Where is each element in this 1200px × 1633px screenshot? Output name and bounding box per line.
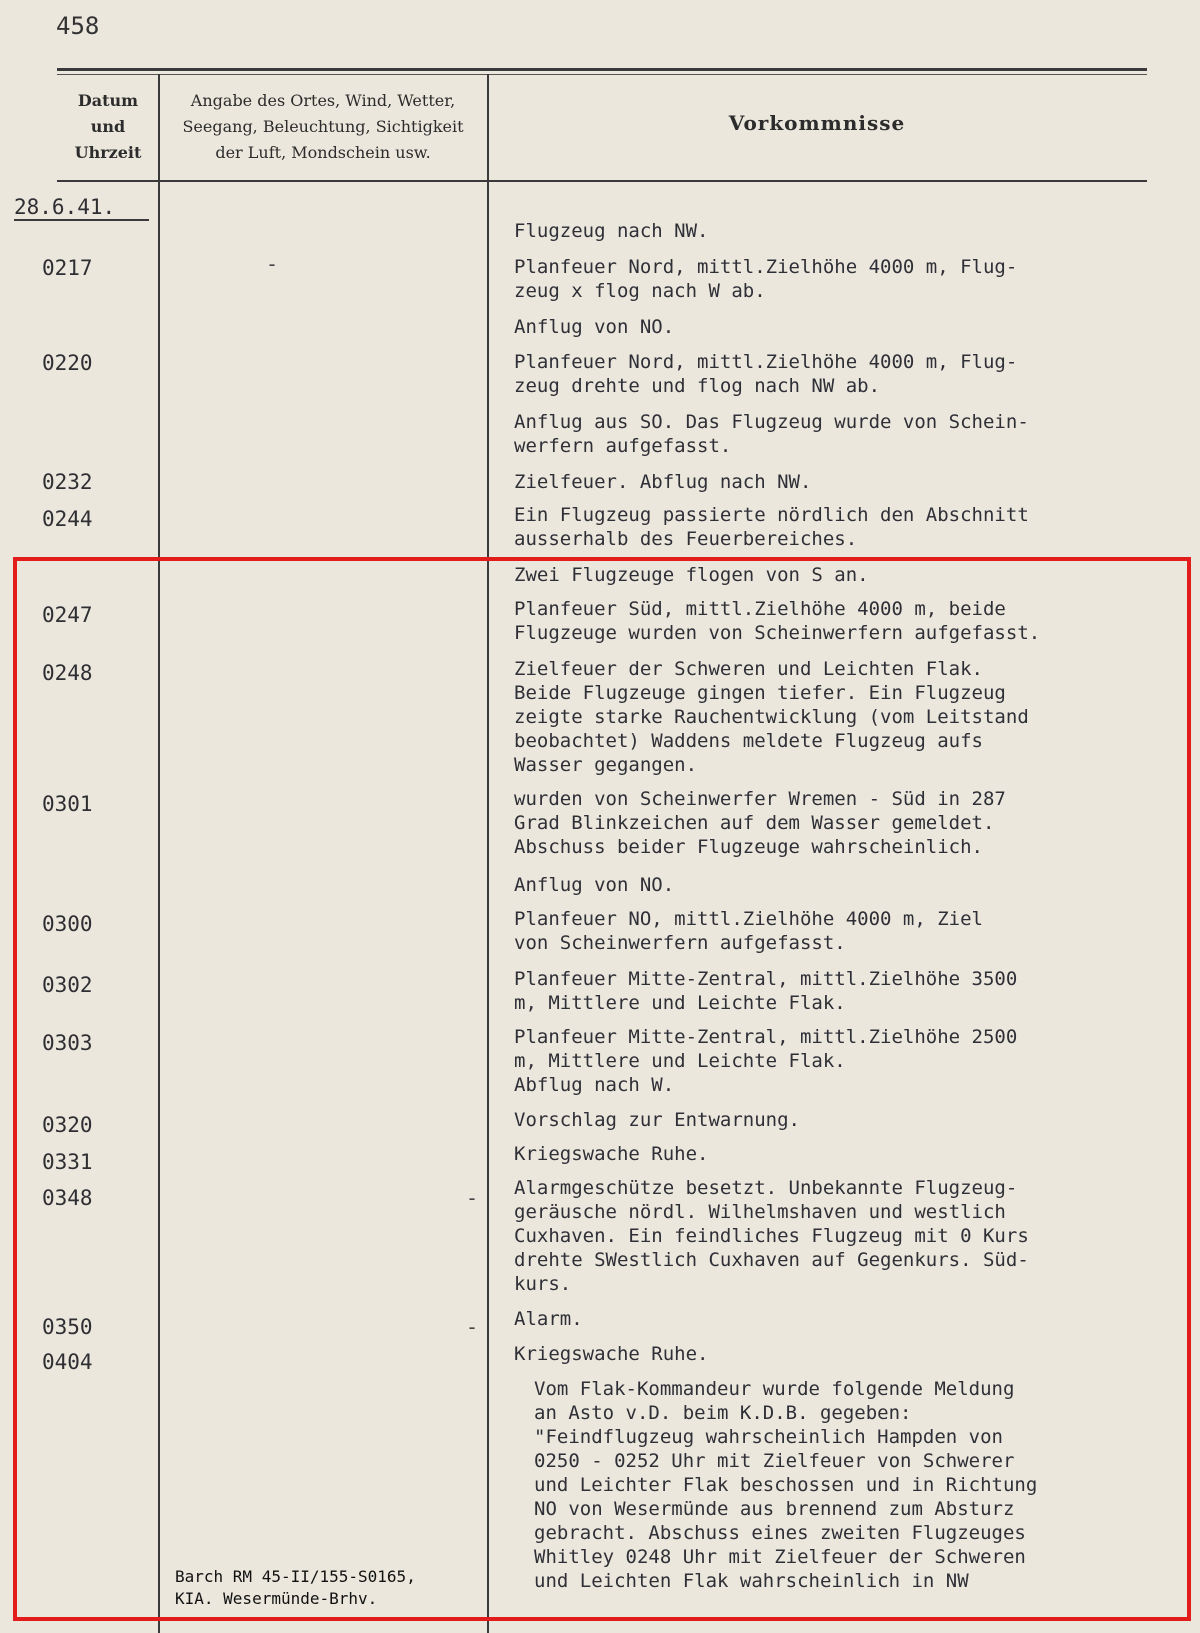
header-date-line-2: und xyxy=(90,117,126,136)
time-0217: 0217 xyxy=(42,256,93,280)
source-caption xyxy=(175,1566,485,1610)
header-events-column: Vorkommnisse xyxy=(728,111,906,135)
log-entry: Vorschlag zur Entwarnung. xyxy=(514,1109,800,1131)
time-0348: 0348 xyxy=(42,1186,93,1210)
time-0302: 0302 xyxy=(42,973,93,997)
log-entry: Planfeuer Mitte-Zentral, mittl.Zielhöhe 2500 m, Mittlere und Leichte Flak. Abflug nach W. xyxy=(514,1026,1018,1096)
time-0350: 0350 xyxy=(42,1315,93,1339)
log-entry: Alarmgeschütze besetzt. Unbekannte Flugzeug- geräusche nördl. Wilhelmshaven und westlich Cuxhaven. Ein feindliches Flugzeug mit 0 Kurs drehte SWestlich Cuxhaven auf Gegenkurs. Süd- kurs. xyxy=(514,1177,1029,1295)
highlight-box xyxy=(13,557,1191,1621)
top-rule xyxy=(57,68,1147,71)
header-rule xyxy=(57,180,1147,182)
time-0220: 0220 xyxy=(42,351,93,375)
source-line-1: Barch RM 45-II/155-S0165, xyxy=(175,1567,416,1586)
time-0301: 0301 xyxy=(42,792,93,816)
header-location-column xyxy=(160,88,486,166)
header-location-line-1: Angabe des Ortes, Wind, Wetter, xyxy=(190,91,456,110)
log-date: 28.6.41. xyxy=(14,195,116,219)
log-entry: Planfeuer Nord, mittl.Zielhöhe 4000 m, Flug- zeug drehte und flog nach NW ab. xyxy=(514,351,1018,397)
time-0331: 0331 xyxy=(42,1150,93,1174)
log-entry: Planfeuer Mitte-Zentral, mittl.Zielhöhe 3500 m, Mittlere und Leichte Flak. xyxy=(514,968,1018,1014)
time-0244: 0244 xyxy=(42,507,93,531)
header-date-column xyxy=(58,88,158,166)
log-entry: Ein Flugzeug passierte nördlich den Abschnitt ausserhalb des Feuerbereiches. xyxy=(514,504,1029,550)
log-entry: Zielfeuer der Schweren und Leichten Flak. Beide Flugzeuge gingen tiefer. Ein Flugzeug zeigte starke Rauchentwicklung (vom Leitstand beobachtet) Waddens meldete Flugzeug aufs Wasser gegangen. xyxy=(514,658,1029,776)
log-entry: Planfeuer Süd, mittl.Zielhöhe 4000 m, beide Flugzeuge wurden von Scheinwerfern aufgefasst. xyxy=(514,598,1041,644)
log-entry: Anflug aus SO. Das Flugzeug wurde von Schein- werfern aufgefasst. xyxy=(514,411,1029,457)
time-0303: 0303 xyxy=(42,1031,93,1055)
time-0248: 0248 xyxy=(42,661,93,685)
header-location-line-2: Seegang, Beleuchtung, Sichtigkeit xyxy=(182,117,464,136)
log-entry: Planfeuer NO, mittl.Zielhöhe 4000 m, Ziel von Scheinwerfern aufgefasst. xyxy=(514,908,983,954)
log-entry: Zwei Flugzeuge flogen von S an. xyxy=(514,564,869,586)
log-entry: Flugzeug nach NW. xyxy=(514,220,709,242)
tick-mark: - xyxy=(466,1186,479,1210)
log-entry: Kriegswache Ruhe. xyxy=(514,1343,709,1365)
page-number: 458 xyxy=(56,12,100,40)
time-0247: 0247 xyxy=(42,603,93,627)
time-0404: 0404 xyxy=(42,1350,93,1374)
log-entry: Kriegswache Ruhe. xyxy=(514,1143,709,1165)
time-0232: 0232 xyxy=(42,470,93,494)
log-entry: Anflug von NO. xyxy=(514,316,675,338)
log-entry: wurden von Scheinwerfer Wremen - Süd in 287 Grad Blinkzeichen auf dem Wasser gemeldet. Abschuss beider Flugzeuge wahrscheinlich. xyxy=(514,788,1006,858)
header-date-line-1: Datum xyxy=(77,91,139,110)
time-0320: 0320 xyxy=(42,1113,93,1137)
header-date-line-3: Uhrzeit xyxy=(74,143,142,162)
tick-mark: - xyxy=(466,1315,479,1339)
log-entry: Anflug von NO. xyxy=(514,874,675,896)
tick-mark: - xyxy=(266,252,279,276)
source-line-2: KIA. Wesermünde-Brhv. xyxy=(175,1589,378,1608)
log-entry: Alarm. xyxy=(514,1308,583,1330)
header-location-line-3: der Luft, Mondschein usw. xyxy=(215,143,431,162)
log-entry: Vom Flak-Kommandeur wurde folgende Meldung an Asto v.D. beim K.D.B. gegeben: "Feindflugzeug wahrscheinlich Hampden von 0250 - 0252 Uhr mit Zielfeuer von Schwerer und Leichter Flak beschossen und in Richtung NO von Wesermünde aus brennend zum Absturz gebracht. Abschuss eines zweiten Flugzeuges Whitley 0248 Uhr mit Zielfeuer der Schweren und Leichten Flak wahrscheinlich in NW xyxy=(534,1378,1038,1592)
log-entry: Planfeuer Nord, mittl.Zielhöhe 4000 m, Flug- zeug x flog nach W ab. xyxy=(514,256,1018,302)
log-date-underline xyxy=(14,219,149,221)
time-0300: 0300 xyxy=(42,912,93,936)
log-entry: Zielfeuer. Abflug nach NW. xyxy=(514,471,812,493)
top-rule-thin xyxy=(57,74,1147,75)
